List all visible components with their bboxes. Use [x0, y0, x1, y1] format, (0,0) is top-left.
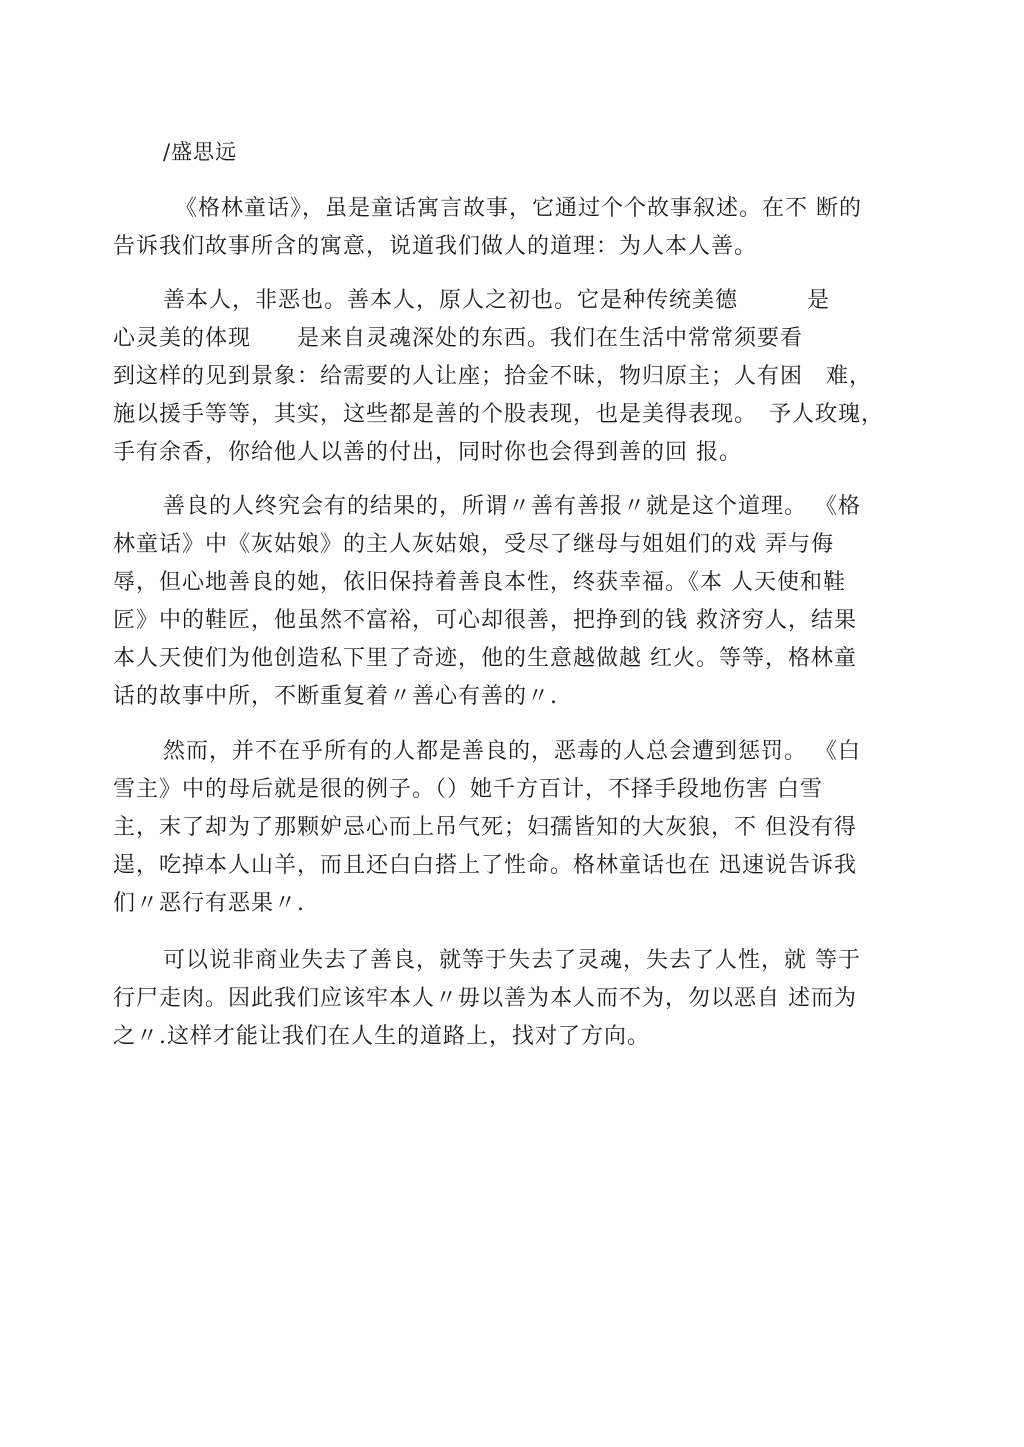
- text-line: 《格林童话》，虽是童话寓言故事，它通过个个故事叙述。在不 断的: [175, 196, 862, 221]
- text-line: 本人天使们为他创造私下里了奇迹，他的生意越做越 红火。等等，格林童: [113, 646, 857, 671]
- text-line: 逞，吃掉本人山羊，而且还白白搭上了性命。格林童话也在 迅速说告诉我: [113, 853, 857, 878]
- paragraph-4: [113, 733, 913, 923]
- text-line: 到这样的见到景象：给需要的人让座；拾金不昧，物归原主；人有困 难，: [113, 364, 873, 389]
- text-line: 善良的人终究会有的结果的，所谓〃善有善报〃就是这个道理。 《格: [163, 494, 861, 519]
- paragraph-1: [113, 190, 913, 266]
- text-line: 行尸走肉。因此我们应该牢本人〃毋以善为本人而不为，勿以恶自 述而为: [113, 986, 857, 1011]
- text-line: 告诉我们故事所含的寓意，说道我们做人的道理：为人本人善。: [113, 234, 758, 259]
- text-line: 辱，但心地善良的她，依旧保持着善良本性，终获幸福。《本 人天使和鞋: [113, 570, 846, 595]
- text-line: 之〃.这样才能让我们在人生的道路上，找对了方向。: [113, 1024, 650, 1049]
- text-line: 心灵美的体现 是来自灵魂深处的东西。我们在生活中常常须要看: [113, 326, 804, 351]
- text-line: 话的故事中所，不断重复着〃善心有善的〃.: [113, 684, 558, 709]
- paragraph-3: [113, 488, 913, 716]
- text-line: 们〃恶行有恶果〃.: [113, 891, 305, 916]
- text-line: 可以说非商业失去了善良，就等于失去了灵魂，失去了人性，就 等于: [163, 948, 861, 973]
- text-line: 善本人，非恶也。善本人，原人之初也。它是种传统美德 是: [163, 288, 831, 313]
- text-line: 匠》中的鞋匠，他虽然不富裕，可心却很善，把挣到的钱 救济穷人，结果: [113, 608, 857, 633]
- text-line: 林童话》中《灰姑娘》的主人灰姑娘，受尽了继母与姐姐们的戏 弄与侮: [113, 532, 834, 557]
- text-line: 施以援手等等，其实，这些都是善的个股表现，也是美得表现。 予人玫瑰，: [113, 402, 885, 427]
- paragraph-2: [113, 282, 913, 472]
- author-line: /盛思远: [163, 140, 238, 164]
- text-line: 然而，并不在乎所有的人都是善良的，恶毒的人总会遭到惩罚。 《白: [163, 739, 861, 764]
- text-line: 雪主》中的母后就是很的例子。（）她千方百计，不择手段地伤害 白雪: [113, 777, 823, 802]
- text-line: 主，末了却为了那颗妒忌心而上吊气死；妇孺皆知的大灰狼，不 但没有得: [113, 815, 857, 840]
- paragraph-5: [113, 942, 913, 1056]
- text-line: 手有余香，你给他人以善的付出，同时你也会得到善的回 报。: [113, 440, 742, 465]
